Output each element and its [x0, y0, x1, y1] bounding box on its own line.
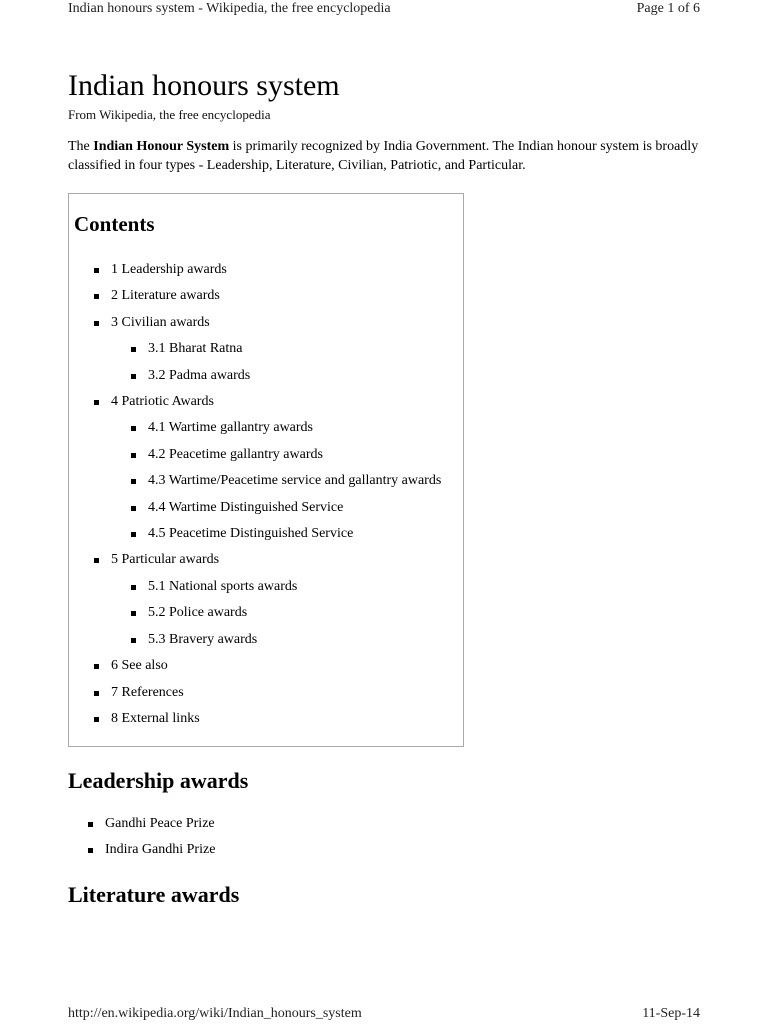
toc-link[interactable]: 8 External links	[111, 710, 200, 726]
bullet-icon	[88, 848, 93, 853]
bullet-icon	[94, 664, 99, 669]
bullet-icon	[131, 532, 136, 537]
bullet-icon	[131, 611, 136, 616]
intro-prefix: The	[68, 139, 94, 154]
toc-sublink[interactable]: 4.5 Peacetime Distinguished Service	[148, 526, 354, 542]
toc-sublink[interactable]: 3.2 Padma awards	[148, 367, 251, 383]
toc-sublink[interactable]: 4.2 Peacetime gallantry awards	[148, 446, 323, 462]
toc-item[interactable]	[74, 653, 463, 679]
toc-item[interactable]	[74, 547, 463, 573]
bullet-icon	[131, 374, 136, 379]
toc-link[interactable]: 7 References	[111, 684, 184, 700]
toc-link[interactable]: 1 Leadership awards	[111, 262, 227, 277]
toc-subitem[interactable]	[74, 521, 463, 547]
bullet-icon	[94, 294, 99, 299]
bullet-icon	[131, 585, 136, 590]
bullet-icon	[131, 506, 136, 511]
toc-subitem[interactable]	[74, 574, 463, 600]
bullet-icon	[94, 717, 99, 722]
toc-sublink[interactable]: 5.2 Police awards	[148, 605, 248, 621]
toc-subitem[interactable]	[74, 600, 463, 626]
list-item[interactable]	[68, 811, 708, 837]
article-content	[68, 66, 708, 909]
bullet-icon	[131, 479, 136, 484]
intro-bold-term: Indian Honour System	[93, 139, 230, 154]
bullet-icon	[94, 691, 99, 696]
toc-link[interactable]: 4 Patriotic Awards	[111, 394, 214, 410]
bullet-icon	[131, 638, 136, 643]
toc-item[interactable]	[74, 310, 463, 336]
bullet-icon	[131, 426, 136, 431]
toc-link[interactable]: 6 See also	[111, 658, 168, 674]
toc-subitem[interactable]	[74, 627, 463, 653]
toc-link[interactable]: 3 Civilian awards	[111, 314, 210, 330]
table-of-contents	[68, 193, 464, 747]
toc-item[interactable]	[74, 257, 463, 283]
bullet-icon	[94, 400, 99, 405]
section-heading: Literature awards	[68, 882, 240, 908]
intro-paragraph	[68, 137, 700, 175]
bullet-icon	[94, 558, 99, 563]
toc-subitem[interactable]	[74, 442, 463, 468]
print-header-title: Indian honours system - Wikipedia, the free encyclopedia	[68, 1, 391, 16]
toc-sublink[interactable]: 5.3 Bravery awards	[148, 631, 258, 647]
toc-link[interactable]: 5 Particular awards	[111, 552, 220, 568]
toc-subitem[interactable]	[74, 415, 463, 441]
toc-subitem[interactable]	[74, 336, 463, 362]
bullet-icon	[131, 347, 136, 352]
print-header-page-number: Page 1 of 6	[636, 1, 700, 16]
article-sections	[68, 767, 708, 909]
toc-sublink[interactable]: 4.1 Wartime gallantry awards	[148, 420, 314, 436]
toc-item[interactable]	[74, 389, 463, 415]
toc-subitem[interactable]	[74, 468, 463, 494]
page-title: Indian honours system	[68, 69, 340, 102]
toc-item[interactable]	[74, 706, 463, 732]
print-footer-url: http://en.wikipedia.org/wiki/Indian_honours_system	[68, 1006, 362, 1021]
section-heading: Leadership awards	[68, 768, 249, 794]
print-footer-date: 11-Sep-14	[642, 1006, 700, 1021]
list-item-link[interactable]: Gandhi Peace Prize	[105, 816, 215, 832]
toc-item[interactable]	[74, 283, 463, 309]
bullet-icon	[131, 453, 136, 458]
bullet-icon	[94, 268, 99, 273]
toc-title: Contents	[74, 212, 155, 236]
toc-subitem[interactable]	[74, 363, 463, 389]
bullet-icon	[88, 822, 93, 827]
toc-link[interactable]: 2 Literature awards	[111, 288, 220, 304]
list-item-link[interactable]: Indira Gandhi Prize	[105, 842, 216, 858]
bullet-icon	[94, 321, 99, 326]
toc-sublink[interactable]: 4.4 Wartime Distinguished Service	[148, 499, 344, 515]
intro-text: is primarily recognized by India Government. The Indian honour system is broadly classified in four types - Leadership, Literature, Civilian, Patriotic, and Particular.	[68, 139, 699, 173]
list-item[interactable]	[68, 837, 708, 863]
toc-subitem[interactable]	[74, 495, 463, 521]
toc-list	[74, 257, 463, 732]
toc-sublink[interactable]: 4.3 Wartime/Peacetime service and gallantry awards	[148, 473, 442, 489]
page-subtitle: From Wikipedia, the free encyclopedia	[68, 107, 271, 122]
toc-item[interactable]	[74, 680, 463, 706]
toc-sublink[interactable]: 5.1 National sports awards	[148, 578, 298, 594]
section-list	[68, 811, 708, 863]
toc-sublink[interactable]: 3.1 Bharat Ratna	[148, 341, 243, 357]
